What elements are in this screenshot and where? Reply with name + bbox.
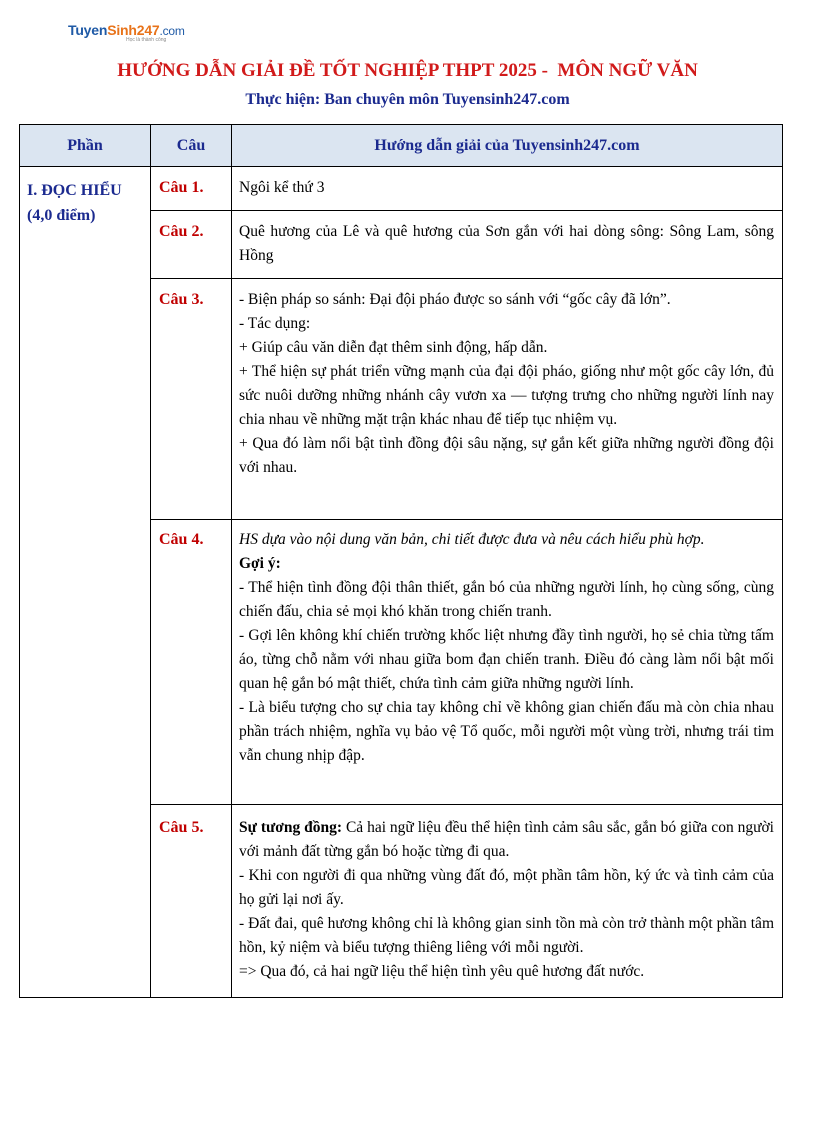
tuyensinh247-logo	[68, 22, 185, 44]
logo-text-part2: Sinh247	[107, 22, 160, 38]
header-cau	[151, 125, 231, 166]
answer-5-lead-bold: Sự tương đồng:	[239, 819, 343, 836]
answer-5-line-3: => Qua đó, cả hai ngữ liệu thể hiện tình yêu quê hương đất nước.	[239, 963, 645, 980]
question-1-answer	[239, 176, 774, 200]
answer-1-line: Ngôi kể thứ 3	[239, 179, 325, 196]
question-2-answer	[239, 220, 774, 268]
table-border-left	[19, 124, 20, 998]
question-3-answer	[239, 288, 774, 480]
answer-5-line-2: - Đất đai, quê hương không chỉ là không gian sinh tồn mà còn trở thành một phần tâm hồn, kỷ niệm và biểu tượng thiêng liêng với mỗi người.	[239, 915, 774, 956]
question-4-label: Câu 4.	[159, 531, 204, 548]
question-5-label: Câu 5.	[159, 819, 204, 836]
section-points: (4,0 điểm)	[27, 207, 96, 224]
question-3-label: Câu 3.	[159, 291, 204, 308]
header-huong-dan	[232, 125, 782, 166]
logo-text-part3: .com	[159, 24, 185, 38]
header-phan-label: Phần	[67, 136, 103, 154]
question-4-answer	[239, 528, 774, 768]
question-5-answer	[239, 816, 774, 984]
row-border-3	[150, 519, 783, 520]
answer-3-line-5: + Qua đó làm nổi bật tình đồng đội sâu nặng, sự gắn kết giữa những người đồng đội với nhau.	[239, 435, 774, 476]
table-border-header-bottom	[19, 166, 783, 167]
answer-2-line: Quê hương của Lê và quê hương của Sơn gắn với hai dòng sông: Sông Lam, sông Hồng	[239, 223, 774, 264]
answer-5-lead	[239, 816, 774, 864]
answer-4-intro: HS dựa vào nội dung văn bản, chi tiết được đưa và nêu cách hiểu phù hợp.	[239, 531, 705, 548]
logo-text-part1: Tuyen	[68, 22, 108, 38]
row-border-1	[150, 210, 783, 211]
question-1-label: Câu 1.	[159, 179, 204, 196]
answer-5-lead-text: Cả hai ngữ liệu đều thể hiện tình cảm sâu sắc, gắn bó giữa con người với mảnh đất từng gắn bó hoặc từng đi qua.	[239, 819, 774, 860]
table-border-col2	[231, 124, 232, 998]
section-label	[27, 178, 147, 228]
section-name: I. ĐỌC HIỂU	[27, 182, 122, 199]
answer-4-line-1: - Thể hiện tình đồng đội thân thiết, gắn bó của những người lính, họ cùng sống, cùng chiến đấu, chia sẻ mọi khó khăn trong chiến tranh.	[239, 579, 774, 620]
answer-3-line-1: - Biện pháp so sánh: Đại đội pháo được so sánh với “gốc cây đã lớn”.	[239, 291, 671, 308]
document-title: HƯỚNG DẪN GIẢI ĐỀ TỐT NGHIỆP THPT 2025 - MÔN NGỮ VĂN	[117, 60, 698, 81]
answer-5-line-1: - Khi con người đi qua những vùng đất đó, một phần tâm hồn, ký ức và tình cảm của họ gửi lại nơi ấy.	[239, 867, 774, 908]
row-border-2	[150, 278, 783, 279]
table-border-top	[19, 124, 783, 125]
header-phan	[20, 125, 150, 166]
answer-3-line-4: + Thể hiện sự phát triển vững mạnh của đại đội pháo, giống như một gốc cây lớn, đủ sức nuôi dưỡng những nhánh cây vươn xa — tượng trưng cho những người lính nay chia nhau về những mặt trận khác nhau để tiếp tục nhiệm vụ.	[239, 363, 774, 428]
answer-4-hint-label: Gợi ý:	[239, 555, 281, 572]
header-cau-label: Câu	[176, 136, 206, 154]
document-subtitle: Thực hiện: Ban chuyên môn Tuyensinh247.com	[245, 91, 570, 108]
row-border-4	[150, 804, 783, 805]
answer-4-line-2: - Gợi lên không khí chiến trường khốc liệt nhưng đầy tình người, họ sẻ chia từng tấm áo, từng chỗ nằm với nhau giữa bom đạn chiến tranh. Điều đó càng làm nổi bật mối quan hệ gắn bó mật thiết, chứa tình cảm giữa những người lính.	[239, 627, 774, 692]
answer-3-line-2: - Tác dụng:	[239, 315, 311, 332]
question-2-label: Câu 2.	[159, 223, 204, 240]
answer-3-line-3: + Giúp câu văn diễn đạt thêm sinh động, hấp dẫn.	[239, 339, 548, 356]
table-border-bottom	[19, 997, 783, 998]
answer-4-line-3: - Là biểu tượng cho sự chia tay không chỉ về không gian chiến đấu mà còn chia nhau phần trách nhiệm, nghĩa vụ bảo vệ Tổ quốc, mỗi người một vùng trời, nhưng trái tim vẫn chung nhịp đập.	[239, 699, 774, 764]
header-huong-dan-label: Hướng dẫn giải của Tuyensinh247.com	[374, 136, 640, 154]
table-border-col1	[150, 124, 151, 998]
table-border-right	[782, 124, 783, 998]
answer-table	[19, 124, 783, 998]
logo-tagline: Học là thành công	[126, 37, 167, 43]
